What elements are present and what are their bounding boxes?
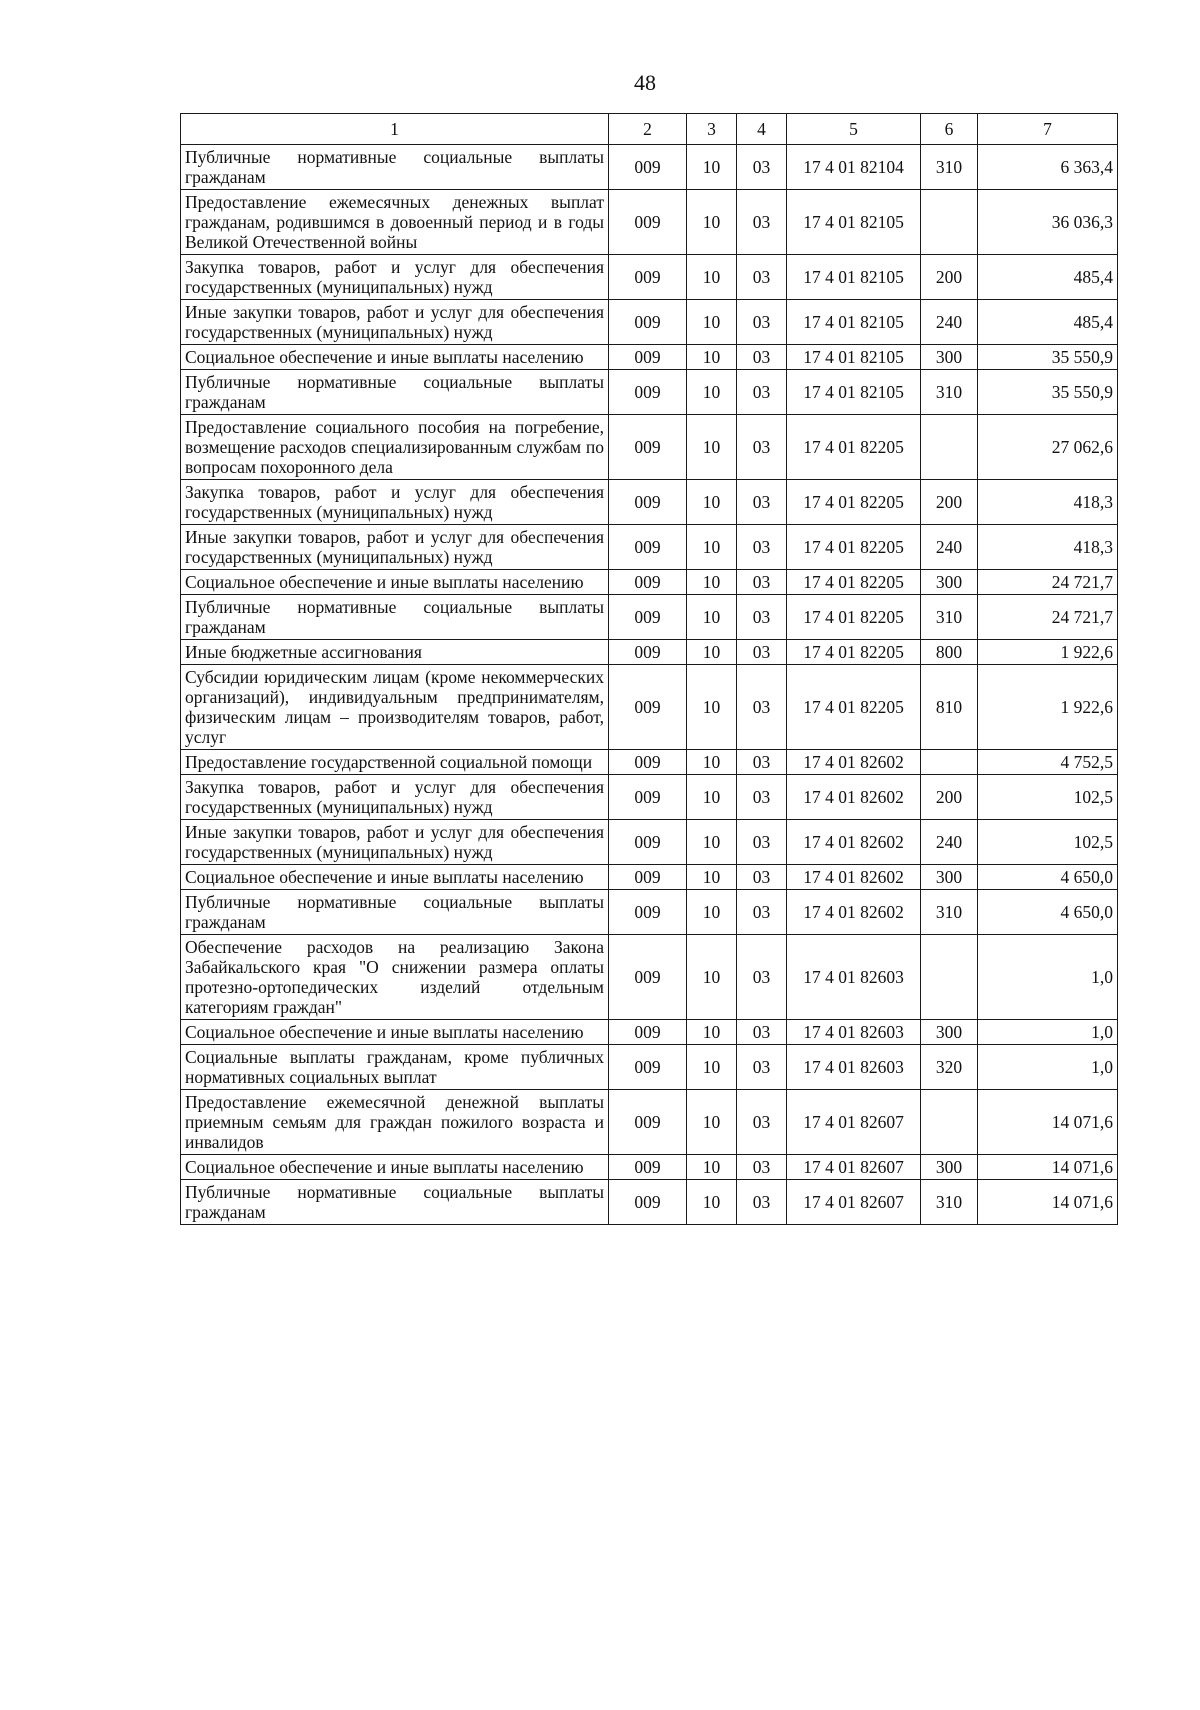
table-row <box>181 665 1118 750</box>
row-amount-cell: 35 550,9 <box>978 345 1118 370</box>
row-admin-code-cell: 009 <box>609 665 687 750</box>
row-target-article-cell: 17 4 01 82205 <box>787 480 921 525</box>
row-amount-cell: 485,4 <box>978 255 1118 300</box>
row-name-cell: Предоставление ежемесячных денежных выплат гражданам, родившимся в довоенный период и в годы Великой Отечественной войны <box>181 190 609 255</box>
row-name-cell: Обеспечение расходов на реализацию Закона Забайкальского края "О снижении размера оплаты протезно-ортопедических изделий отдельным категориям граждан" <box>181 935 609 1020</box>
row-subsection-cell: 03 <box>737 1045 787 1090</box>
table-row <box>181 145 1118 190</box>
row-amount-cell: 24 721,7 <box>978 595 1118 640</box>
table-row <box>181 750 1118 775</box>
row-target-article-cell: 17 4 01 82603 <box>787 1020 921 1045</box>
table-row <box>181 1155 1118 1180</box>
row-section-cell: 10 <box>687 935 737 1020</box>
row-section-cell: 10 <box>687 415 737 480</box>
row-target-article-cell: 17 4 01 82105 <box>787 300 921 345</box>
row-subsection-cell: 03 <box>737 1090 787 1155</box>
table-row <box>181 775 1118 820</box>
row-section-cell: 10 <box>687 525 737 570</box>
row-amount-cell: 4 650,0 <box>978 890 1118 935</box>
row-amount-cell: 27 062,6 <box>978 415 1118 480</box>
row-admin-code-cell: 009 <box>609 300 687 345</box>
row-amount-cell: 102,5 <box>978 820 1118 865</box>
row-expense-type-cell: 300 <box>921 1155 978 1180</box>
row-expense-type-cell: 200 <box>921 480 978 525</box>
row-name-cell: Социальное обеспечение и иные выплаты населению <box>181 570 609 595</box>
row-expense-type-cell: 320 <box>921 1045 978 1090</box>
row-name-cell: Иные закупки товаров, работ и услуг для обеспечения государственных (муниципальных) нужд <box>181 525 609 570</box>
row-target-article-cell: 17 4 01 82205 <box>787 595 921 640</box>
table-row <box>181 1045 1118 1090</box>
row-expense-type-cell: 310 <box>921 595 978 640</box>
row-section-cell: 10 <box>687 1045 737 1090</box>
row-name-cell: Иные закупки товаров, работ и услуг для обеспечения государственных (муниципальных) нужд <box>181 300 609 345</box>
row-subsection-cell: 03 <box>737 570 787 595</box>
header-cell-5: 5 <box>787 114 921 145</box>
row-expense-type-cell: 300 <box>921 345 978 370</box>
table-row <box>181 1020 1118 1045</box>
row-name-cell: Иные бюджетные ассигнования <box>181 640 609 665</box>
row-subsection-cell: 03 <box>737 370 787 415</box>
row-amount-cell: 36 036,3 <box>978 190 1118 255</box>
header-row <box>181 114 1118 145</box>
row-target-article-cell: 17 4 01 82105 <box>787 255 921 300</box>
budget-table <box>180 113 1118 1225</box>
row-expense-type-cell: 240 <box>921 300 978 345</box>
row-subsection-cell: 03 <box>737 255 787 300</box>
row-amount-cell: 24 721,7 <box>978 570 1118 595</box>
row-name-cell: Субсидии юридическим лицам (кроме некоммерческих организаций), индивидуальным предпринимателям, физическим лицам – производителям товаров, работ, услуг <box>181 665 609 750</box>
row-admin-code-cell: 009 <box>609 480 687 525</box>
row-section-cell: 10 <box>687 1090 737 1155</box>
row-expense-type-cell: 310 <box>921 890 978 935</box>
row-section-cell: 10 <box>687 370 737 415</box>
row-expense-type-cell: 200 <box>921 255 978 300</box>
row-section-cell: 10 <box>687 255 737 300</box>
row-target-article-cell: 17 4 01 82603 <box>787 935 921 1020</box>
row-admin-code-cell: 009 <box>609 935 687 1020</box>
row-subsection-cell: 03 <box>737 145 787 190</box>
row-section-cell: 10 <box>687 190 737 255</box>
row-name-cell: Иные закупки товаров, работ и услуг для обеспечения государственных (муниципальных) нужд <box>181 820 609 865</box>
table-row <box>181 640 1118 665</box>
table-row <box>181 415 1118 480</box>
row-amount-cell: 418,3 <box>978 480 1118 525</box>
row-subsection-cell: 03 <box>737 775 787 820</box>
row-target-article-cell: 17 4 01 82105 <box>787 190 921 255</box>
row-name-cell: Закупка товаров, работ и услуг для обеспечения государственных (муниципальных) нужд <box>181 255 609 300</box>
row-name-cell: Закупка товаров, работ и услуг для обеспечения государственных (муниципальных) нужд <box>181 775 609 820</box>
row-subsection-cell: 03 <box>737 415 787 480</box>
row-target-article-cell: 17 4 01 82603 <box>787 1045 921 1090</box>
row-target-article-cell: 17 4 01 82205 <box>787 570 921 595</box>
table-row <box>181 525 1118 570</box>
row-name-cell: Предоставление ежемесячной денежной выплаты приемным семьям для граждан пожилого возраста и инвалидов <box>181 1090 609 1155</box>
row-name-cell: Предоставление социального пособия на погребение, возмещение расходов специализированным службам по вопросам похоронного дела <box>181 415 609 480</box>
row-expense-type-cell: 310 <box>921 370 978 415</box>
row-target-article-cell: 17 4 01 82205 <box>787 525 921 570</box>
row-amount-cell: 6 363,4 <box>978 145 1118 190</box>
row-target-article-cell: 17 4 01 82607 <box>787 1090 921 1155</box>
row-subsection-cell: 03 <box>737 480 787 525</box>
row-expense-type-cell: 310 <box>921 145 978 190</box>
row-amount-cell: 102,5 <box>978 775 1118 820</box>
row-subsection-cell: 03 <box>737 300 787 345</box>
row-target-article-cell: 17 4 01 82105 <box>787 370 921 415</box>
row-expense-type-cell <box>921 1090 978 1155</box>
row-section-cell: 10 <box>687 345 737 370</box>
row-section-cell: 10 <box>687 480 737 525</box>
row-target-article-cell: 17 4 01 82104 <box>787 145 921 190</box>
row-admin-code-cell: 009 <box>609 525 687 570</box>
row-amount-cell: 4 650,0 <box>978 865 1118 890</box>
table-row <box>181 370 1118 415</box>
table-row <box>181 935 1118 1020</box>
row-admin-code-cell: 009 <box>609 570 687 595</box>
table-row <box>181 345 1118 370</box>
row-admin-code-cell: 009 <box>609 370 687 415</box>
row-name-cell: Публичные нормативные социальные выплаты гражданам <box>181 370 609 415</box>
row-subsection-cell: 03 <box>737 525 787 570</box>
row-amount-cell: 14 071,6 <box>978 1090 1118 1155</box>
row-target-article-cell: 17 4 01 82602 <box>787 890 921 935</box>
row-admin-code-cell: 009 <box>609 640 687 665</box>
row-admin-code-cell: 009 <box>609 750 687 775</box>
row-name-cell: Публичные нормативные социальные выплаты гражданам <box>181 1180 609 1225</box>
row-expense-type-cell: 240 <box>921 525 978 570</box>
row-expense-type-cell: 800 <box>921 640 978 665</box>
row-name-cell: Закупка товаров, работ и услуг для обеспечения государственных (муниципальных) нужд <box>181 480 609 525</box>
row-subsection-cell: 03 <box>737 1180 787 1225</box>
row-amount-cell: 1,0 <box>978 935 1118 1020</box>
row-name-cell: Социальное обеспечение и иные выплаты населению <box>181 1020 609 1045</box>
row-admin-code-cell: 009 <box>609 865 687 890</box>
table-body <box>181 145 1118 1225</box>
table-row <box>181 820 1118 865</box>
row-target-article-cell: 17 4 01 82602 <box>787 775 921 820</box>
row-expense-type-cell: 310 <box>921 1180 978 1225</box>
header-cell-6: 6 <box>921 114 978 145</box>
table-row <box>181 570 1118 595</box>
row-admin-code-cell: 009 <box>609 255 687 300</box>
row-section-cell: 10 <box>687 890 737 935</box>
row-admin-code-cell: 009 <box>609 1155 687 1180</box>
row-subsection-cell: 03 <box>737 665 787 750</box>
row-subsection-cell: 03 <box>737 1155 787 1180</box>
row-expense-type-cell: 300 <box>921 570 978 595</box>
row-section-cell: 10 <box>687 640 737 665</box>
table-row <box>181 595 1118 640</box>
row-amount-cell: 14 071,6 <box>978 1155 1118 1180</box>
row-subsection-cell: 03 <box>737 865 787 890</box>
row-subsection-cell: 03 <box>737 595 787 640</box>
row-amount-cell: 14 071,6 <box>978 1180 1118 1225</box>
row-admin-code-cell: 009 <box>609 1180 687 1225</box>
row-expense-type-cell <box>921 935 978 1020</box>
table-row <box>181 865 1118 890</box>
row-subsection-cell: 03 <box>737 935 787 1020</box>
row-name-cell: Публичные нормативные социальные выплаты гражданам <box>181 595 609 640</box>
row-name-cell: Публичные нормативные социальные выплаты гражданам <box>181 145 609 190</box>
row-section-cell: 10 <box>687 775 737 820</box>
row-admin-code-cell: 009 <box>609 1090 687 1155</box>
row-name-cell: Социальное обеспечение и иные выплаты населению <box>181 1155 609 1180</box>
row-expense-type-cell <box>921 190 978 255</box>
row-expense-type-cell: 240 <box>921 820 978 865</box>
table-row <box>181 1180 1118 1225</box>
row-target-article-cell: 17 4 01 82205 <box>787 415 921 480</box>
table-header <box>181 114 1118 145</box>
row-section-cell: 10 <box>687 300 737 345</box>
row-section-cell: 10 <box>687 820 737 865</box>
row-amount-cell: 1,0 <box>978 1045 1118 1090</box>
header-cell-7: 7 <box>978 114 1118 145</box>
row-amount-cell: 418,3 <box>978 525 1118 570</box>
table-row <box>181 300 1118 345</box>
row-admin-code-cell: 009 <box>609 145 687 190</box>
row-expense-type-cell <box>921 750 978 775</box>
row-admin-code-cell: 009 <box>609 775 687 820</box>
row-name-cell: Социальное обеспечение и иные выплаты населению <box>181 865 609 890</box>
row-admin-code-cell: 009 <box>609 820 687 865</box>
header-cell-3: 3 <box>687 114 737 145</box>
table-row <box>181 890 1118 935</box>
row-amount-cell: 1 922,6 <box>978 665 1118 750</box>
row-section-cell: 10 <box>687 665 737 750</box>
row-name-cell: Публичные нормативные социальные выплаты гражданам <box>181 890 609 935</box>
row-target-article-cell: 17 4 01 82205 <box>787 640 921 665</box>
row-admin-code-cell: 009 <box>609 595 687 640</box>
header-cell-2: 2 <box>609 114 687 145</box>
table-row <box>181 255 1118 300</box>
row-expense-type-cell: 200 <box>921 775 978 820</box>
row-target-article-cell: 17 4 01 82607 <box>787 1180 921 1225</box>
row-subsection-cell: 03 <box>737 640 787 665</box>
row-target-article-cell: 17 4 01 82105 <box>787 345 921 370</box>
row-target-article-cell: 17 4 01 82602 <box>787 865 921 890</box>
row-amount-cell: 4 752,5 <box>978 750 1118 775</box>
row-section-cell: 10 <box>687 865 737 890</box>
row-section-cell: 10 <box>687 1155 737 1180</box>
row-name-cell: Социальное обеспечение и иные выплаты населению <box>181 345 609 370</box>
row-subsection-cell: 03 <box>737 750 787 775</box>
table-row <box>181 480 1118 525</box>
row-subsection-cell: 03 <box>737 1020 787 1045</box>
row-expense-type-cell <box>921 415 978 480</box>
page-number: 48 <box>634 70 656 95</box>
row-amount-cell: 1,0 <box>978 1020 1118 1045</box>
row-name-cell: Социальные выплаты гражданам, кроме публичных нормативных социальных выплат <box>181 1045 609 1090</box>
row-section-cell: 10 <box>687 1180 737 1225</box>
row-section-cell: 10 <box>687 595 737 640</box>
row-admin-code-cell: 009 <box>609 1020 687 1045</box>
row-admin-code-cell: 009 <box>609 1045 687 1090</box>
row-target-article-cell: 17 4 01 82607 <box>787 1155 921 1180</box>
row-name-cell: Предоставление государственной социальной помощи <box>181 750 609 775</box>
row-amount-cell: 35 550,9 <box>978 370 1118 415</box>
row-section-cell: 10 <box>687 570 737 595</box>
row-section-cell: 10 <box>687 1020 737 1045</box>
row-admin-code-cell: 009 <box>609 890 687 935</box>
row-target-article-cell: 17 4 01 82602 <box>787 750 921 775</box>
row-subsection-cell: 03 <box>737 345 787 370</box>
table-row <box>181 1090 1118 1155</box>
row-section-cell: 10 <box>687 750 737 775</box>
row-target-article-cell: 17 4 01 82205 <box>787 665 921 750</box>
row-amount-cell: 485,4 <box>978 300 1118 345</box>
row-subsection-cell: 03 <box>737 890 787 935</box>
row-expense-type-cell: 300 <box>921 1020 978 1045</box>
row-admin-code-cell: 009 <box>609 190 687 255</box>
row-amount-cell: 1 922,6 <box>978 640 1118 665</box>
header-cell-1: 1 <box>181 114 609 145</box>
row-admin-code-cell: 009 <box>609 345 687 370</box>
row-admin-code-cell: 009 <box>609 415 687 480</box>
row-section-cell: 10 <box>687 145 737 190</box>
row-expense-type-cell: 300 <box>921 865 978 890</box>
header-cell-4: 4 <box>737 114 787 145</box>
table-row <box>181 190 1118 255</box>
row-expense-type-cell: 810 <box>921 665 978 750</box>
row-subsection-cell: 03 <box>737 190 787 255</box>
row-subsection-cell: 03 <box>737 820 787 865</box>
row-target-article-cell: 17 4 01 82602 <box>787 820 921 865</box>
